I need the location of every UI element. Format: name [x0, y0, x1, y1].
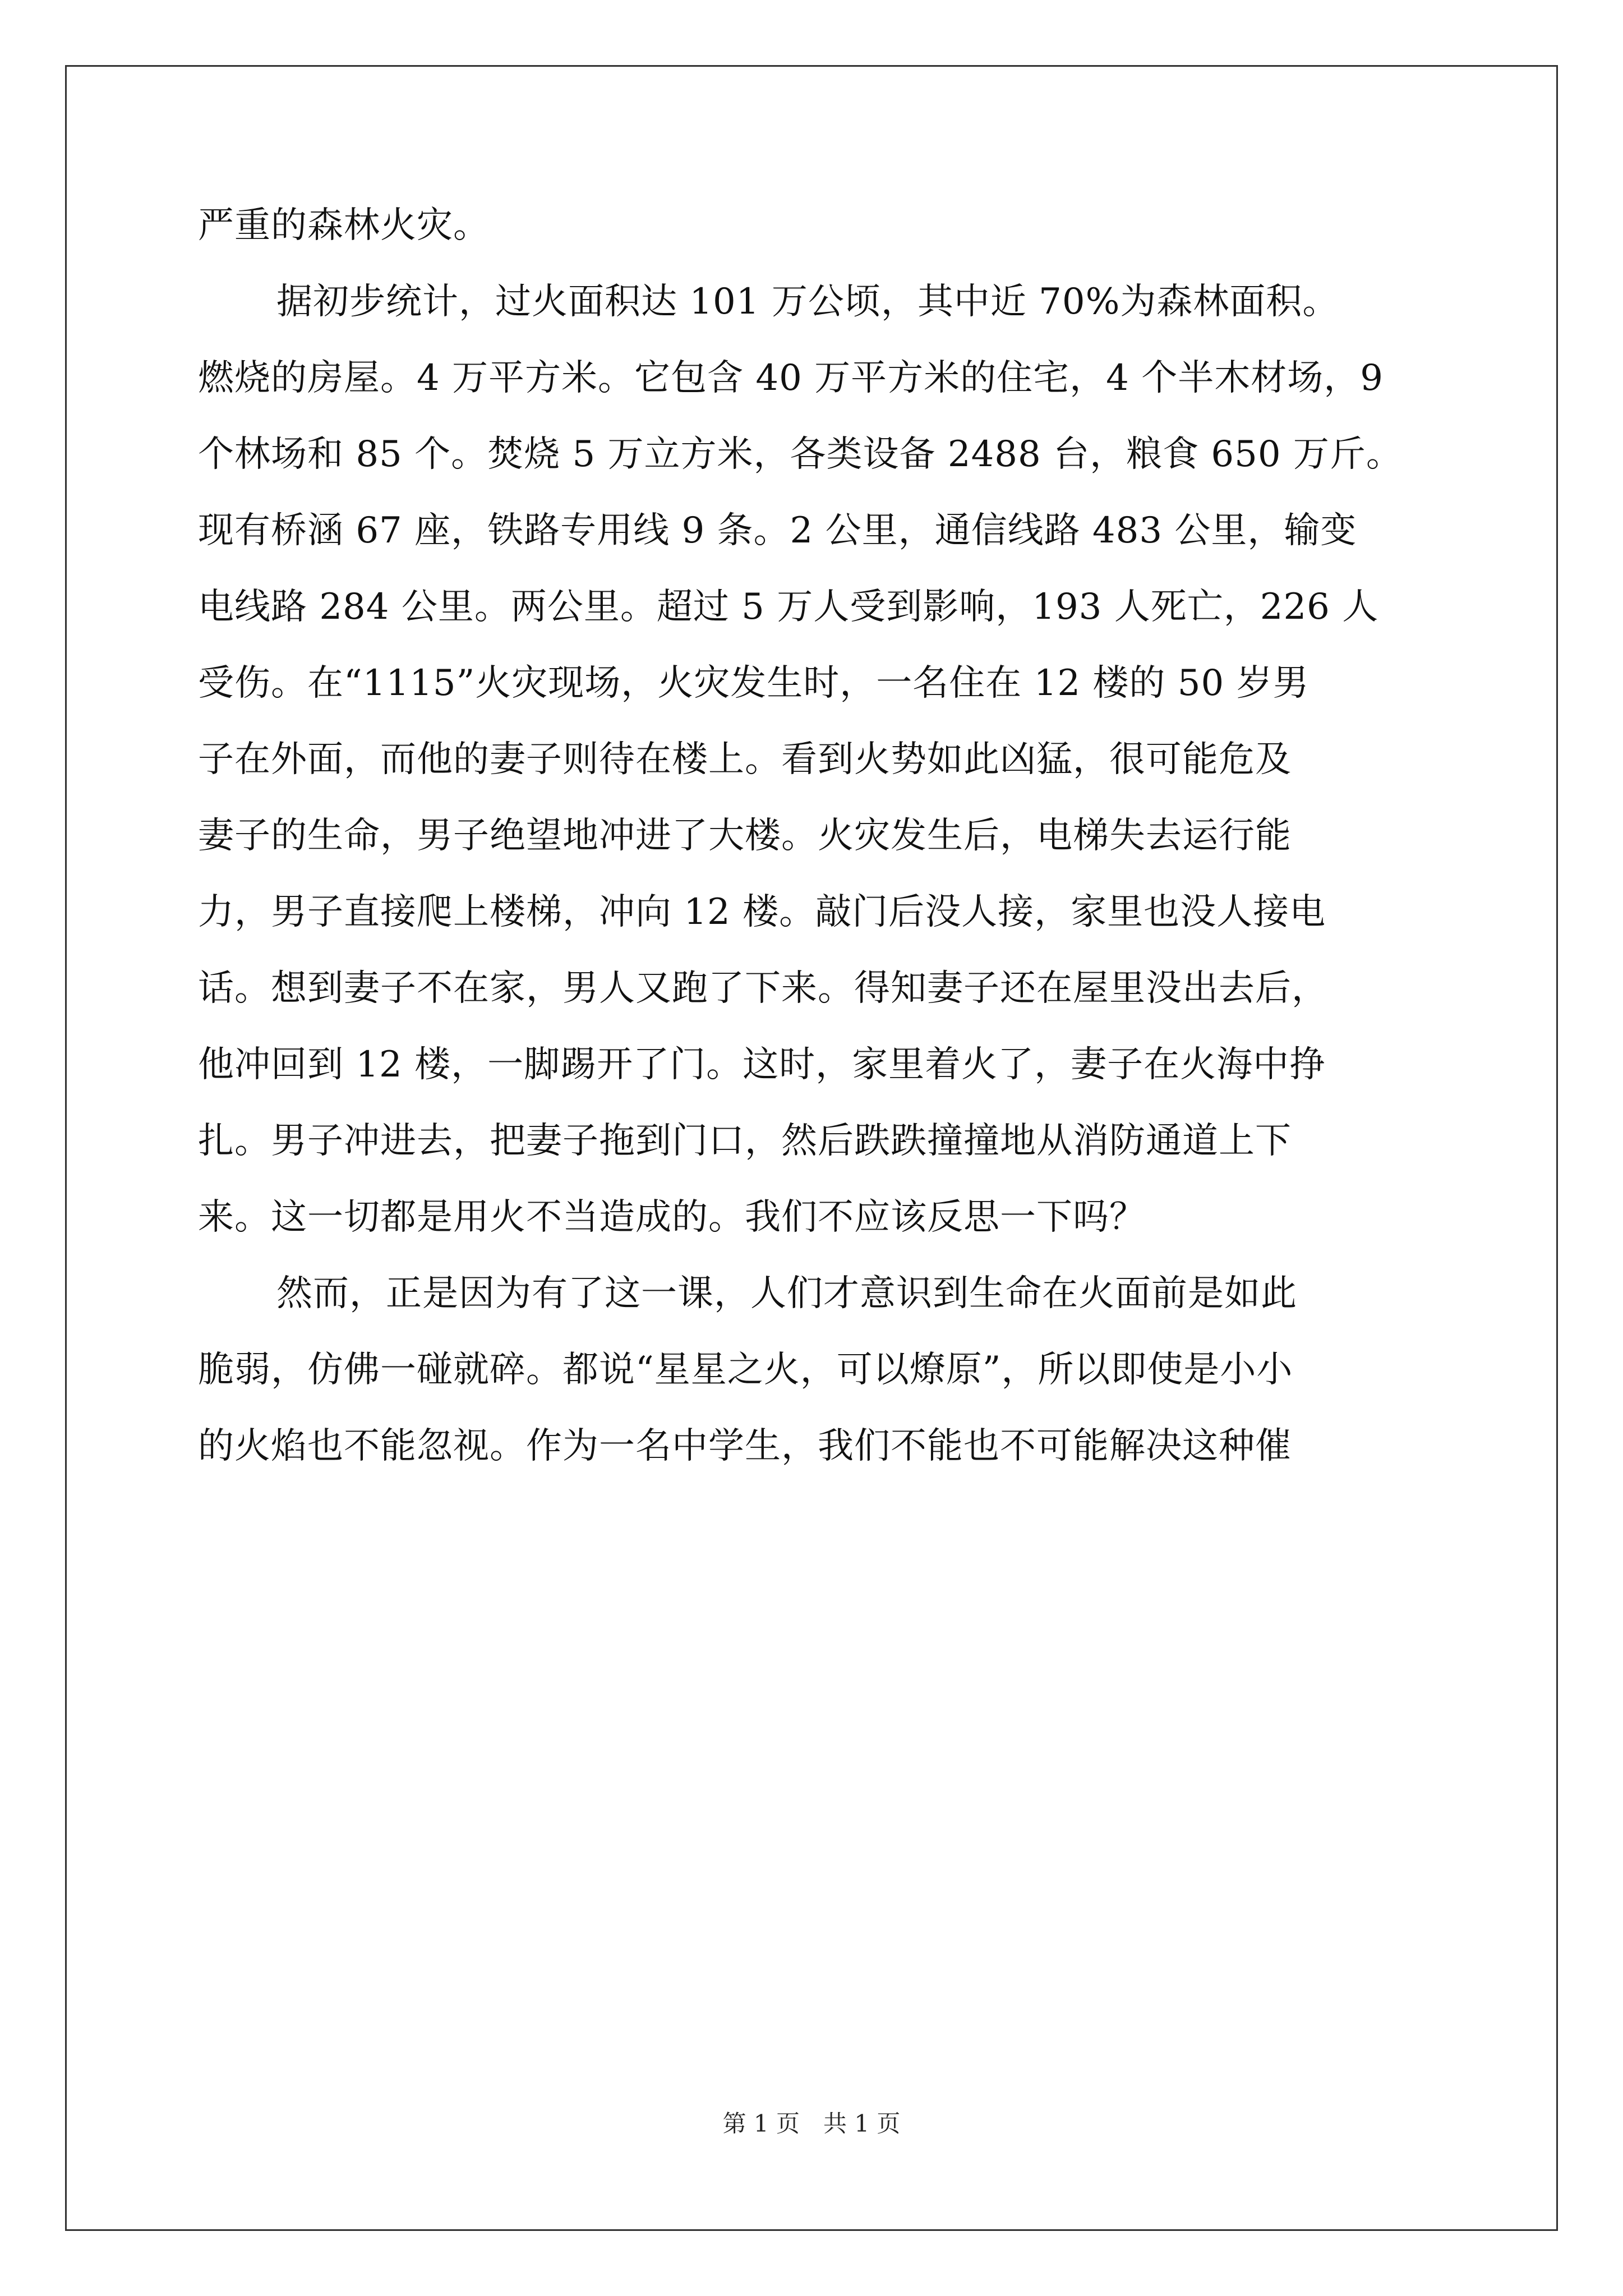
body-line: 脆弱，仿佛一碰就碎。都说“星星之火，可以燎原”，所以即使是小小	[198, 1349, 1293, 1391]
body-line: 力，男子直接爬上楼梯，冲向 12 楼。敲门后没人接，家里也没人接电	[198, 891, 1326, 933]
body-line: 他冲回到 12 楼，一脚踢开了门。这时，家里着火了，妻子在火海中挣	[198, 1044, 1326, 1085]
page-number-footer: 第 1 页 共 1 页	[722, 2110, 901, 2137]
body-line: 据初步统计，过火面积达 101 万公顷，其中近 70%为森林面积。	[276, 281, 1339, 323]
body-line: 严重的森林火灾。	[198, 205, 490, 246]
body-line: 现有桥涵 67 座，铁路专用线 9 条。2 公里，通信线路 483 公里，输变	[198, 510, 1357, 551]
body-line: 扎。男子冲进去，把妻子拖到门口，然后跌跌撞撞地从消防通道上下	[198, 1120, 1292, 1162]
body-line: 子在外面，而他的妻子则待在楼上。看到火势如此凶猛，很可能危及	[198, 739, 1292, 780]
body-line: 电线路 284 公里。两公里。超过 5 万人受到影响，193 人死亡，226 人	[198, 586, 1379, 628]
body-line: 的火焰也不能忽视。作为一名中学生，我们不能也不可能解决这种催	[198, 1425, 1292, 1467]
body-line: 来。这一切都是用火不当造成的。我们不应该反思一下吗？	[198, 1197, 1146, 1238]
body-line: 话。想到妻子不在家，男人又跑了下来。得知妻子还在屋里没出去后，	[198, 968, 1328, 1009]
body-line: 然而，正是因为有了这一课，人们才意识到生命在火面前是如此	[276, 1273, 1297, 1314]
body-line: 个林场和 85 个。焚烧 5 万立方米，各类设备 2488 台，粮食 650 万斤。	[198, 434, 1403, 475]
body-line: 受伤。在“1115”火灾现场，火灾发生时，一名住在 12 楼的 50 岁男	[198, 662, 1310, 704]
body-line: 妻子的生命，男子绝望地冲进了大楼。火灾发生后，电梯失去运行能	[198, 815, 1292, 857]
body-line: 燃烧的房屋。4 万平方米。它包含 40 万平方米的住宅，4 个半木材场，9	[198, 357, 1384, 399]
